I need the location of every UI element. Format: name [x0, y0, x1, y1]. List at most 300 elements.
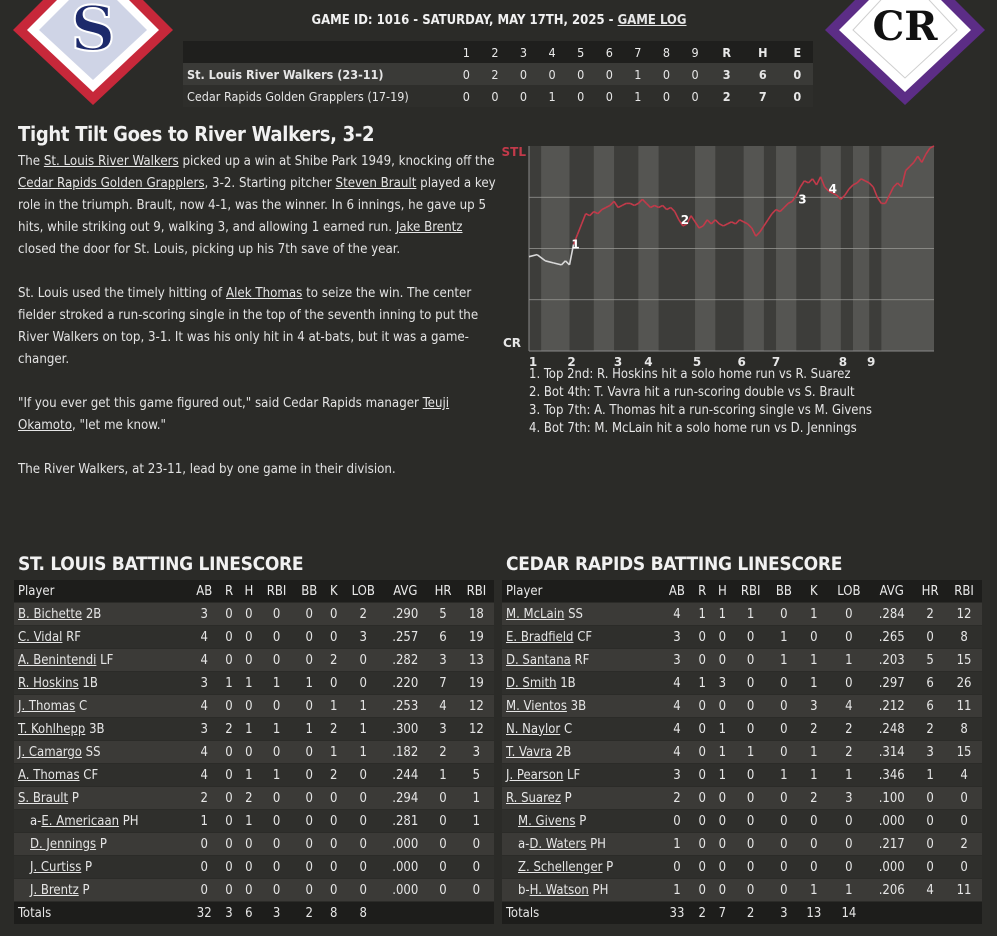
batting-stat: 0 [294, 695, 324, 718]
player-position: 3B [89, 721, 105, 737]
batting-stat: 0 [239, 626, 259, 649]
batting-stat: 4 [662, 741, 693, 764]
batting-stat: 1 [427, 764, 458, 787]
batting-stat: .282 [383, 649, 427, 672]
batting-total: 8 [343, 902, 383, 925]
batting-stat: 1 [799, 879, 828, 902]
chart-x-tick: 9 [867, 355, 876, 368]
player-position: CF [83, 767, 99, 783]
batting-stat: 0 [259, 787, 294, 810]
batting-stat: .212 [869, 695, 914, 718]
batting-total: 8 [324, 902, 343, 925]
chart-x-tick: 2 [567, 355, 576, 368]
batting-stat: 0 [692, 856, 712, 879]
batting-stat: 3 [189, 672, 219, 695]
batting-stat: 0 [239, 695, 259, 718]
batting-stat: 0 [828, 810, 869, 833]
batting-row [502, 787, 982, 810]
player-link[interactable]: Cedar Rapids Golden Grapplers [18, 176, 205, 191]
away-batting-title: CEDAR RAPIDS BATTING LINESCORE [506, 553, 843, 575]
player-link[interactable]: D. Smith [506, 675, 557, 691]
player-link[interactable]: M. Vientos [506, 698, 567, 714]
batting-stat: 1 [799, 649, 828, 672]
batting-row [502, 718, 982, 741]
line-score-cell: 0 [652, 63, 681, 85]
batting-stat: 0 [712, 649, 733, 672]
line-score-team-header [183, 41, 452, 63]
batting-stat: 0 [189, 856, 219, 879]
batting-stat: 4 [914, 879, 946, 902]
batting-stat: 12 [459, 695, 494, 718]
batting-player-cell [502, 649, 662, 672]
batting-stat: 1 [799, 764, 828, 787]
line-score-cell: 0 [481, 85, 510, 107]
batting-stat: 8 [946, 718, 982, 741]
batting-row [14, 649, 494, 672]
batting-stat: .346 [869, 764, 914, 787]
batting-stat: 0 [712, 856, 733, 879]
line-score-cell: 1 [624, 63, 653, 85]
batting-stat: 0 [259, 741, 294, 764]
batting-stat: 0 [769, 787, 800, 810]
batting-col-header: HR [427, 580, 458, 603]
batting-stat: .244 [383, 764, 427, 787]
batting-stat: 4 [662, 718, 693, 741]
chart-x-tick: 6 [737, 355, 746, 368]
batting-stat: 1 [662, 879, 693, 902]
batting-stat: 0 [712, 879, 733, 902]
batting-stat: 0 [219, 695, 238, 718]
batting-stat: 3 [189, 718, 219, 741]
player-position: RF [574, 652, 590, 668]
batting-stat: 0 [692, 718, 712, 741]
batting-row [502, 672, 982, 695]
batting-player-cell [14, 810, 189, 833]
batting-stat: 0 [769, 810, 800, 833]
player-link[interactable]: S. Brault [18, 790, 69, 806]
line-score-cell: 3 [709, 63, 744, 85]
batting-player-cell [502, 856, 662, 879]
batting-stat: 0 [692, 626, 712, 649]
batting-stat: 0 [219, 810, 238, 833]
player-link[interactable]: T. Vavra [506, 744, 553, 760]
line-score-col-1: 1 [452, 41, 481, 63]
batting-stat: 0 [427, 879, 458, 902]
batting-player-cell [14, 649, 189, 672]
batting-stat: 5 [459, 764, 494, 787]
batting-total: 2 [692, 902, 712, 925]
player-link[interactable]: Teuji Okamoto [18, 396, 450, 433]
player-link[interactable]: J. Thomas [18, 698, 76, 714]
batting-header-row [14, 580, 494, 603]
batting-col-header: RBI [946, 580, 982, 603]
batting-row [502, 833, 982, 856]
game-log-link[interactable]: GAME LOG [617, 13, 687, 28]
batting-row [502, 695, 982, 718]
line-score-col-6: 6 [595, 41, 624, 63]
batting-stat: 0 [914, 856, 946, 879]
player-position: 2B [85, 606, 102, 622]
batting-stat: .220 [383, 672, 427, 695]
batting-stat: 2 [324, 718, 343, 741]
batting-stat: 0 [733, 879, 769, 902]
player-link[interactable]: A. Benintendi [18, 652, 97, 668]
story-text: to seize the win. The center fielder stroked a run-scoring single in the top of the seventh inning to put the River Walkers on top, 3-1. It was his only hit in 4 at-bats, but it was a game-changer. [18, 286, 479, 367]
story-text: picked up a win at Shibe Park 1949, knocking off the [178, 154, 495, 169]
batting-stat: .182 [383, 741, 427, 764]
batting-stat: 0 [712, 695, 733, 718]
batting-stat: 0 [239, 879, 259, 902]
batting-stat: 0 [294, 879, 324, 902]
player-link[interactable]: T. Kohlhepp [18, 721, 86, 737]
batting-col-header: RBI [259, 580, 294, 603]
player-position: P [99, 836, 107, 852]
player-link[interactable]: D. Santana [506, 652, 571, 668]
batting-stat: 1 [799, 672, 828, 695]
batting-stat: 8 [946, 626, 982, 649]
line-score-col-5: 5 [566, 41, 595, 63]
batting-stat: 0 [769, 833, 800, 856]
batting-stat: .257 [383, 626, 427, 649]
batting-stat: 0 [324, 833, 343, 856]
player-position: P [82, 882, 90, 898]
batting-stat: 0 [219, 833, 238, 856]
batting-stat: .000 [383, 879, 427, 902]
batting-totals-row [502, 902, 982, 925]
chart-x-tick: 8 [838, 355, 848, 368]
batting-stat: .000 [869, 856, 914, 879]
line-score-cell: 0 [566, 85, 595, 107]
player-position: PH [122, 813, 139, 829]
batting-stat: 0 [733, 856, 769, 879]
batting-row [14, 718, 494, 741]
batting-stat: .203 [869, 649, 914, 672]
batting-stat: 1 [712, 718, 733, 741]
game-id-date: GAME ID: 1016 - SATURDAY, MAY 17TH, 2025 - [311, 13, 618, 28]
player-link[interactable]: Alek Thomas [225, 286, 303, 301]
batting-stat: 2 [946, 833, 982, 856]
batting-stat: 0 [239, 603, 259, 626]
batting-stat: 0 [459, 833, 494, 856]
batting-stat: .284 [869, 603, 914, 626]
batting-stat: .000 [383, 833, 427, 856]
batting-stat: 1 [239, 718, 259, 741]
batting-stat: 0 [343, 649, 383, 672]
line-score-col-8: 8 [652, 41, 681, 63]
batting-stat: 0 [459, 856, 494, 879]
line-score-cell: 0 [595, 85, 624, 107]
batting-stat: 0 [219, 787, 238, 810]
batting-stat: 0 [712, 626, 733, 649]
chart-x-tick: 1 [528, 355, 538, 368]
batting-stat: 0 [733, 672, 769, 695]
player-link[interactable]: J. Pearson [506, 767, 564, 783]
story-paragraph-3 [18, 393, 496, 437]
batting-player-cell [14, 856, 189, 879]
player-link[interactable]: B. Bichette [18, 606, 83, 622]
batting-row [502, 603, 982, 626]
batting-totals-row [14, 902, 494, 925]
line-score-team: Cedar Rapids Golden Grapplers (17-19) [183, 85, 452, 107]
player-link[interactable]: A. Thomas [18, 767, 80, 783]
batting-total: 13 [799, 902, 828, 925]
player-position: P [579, 813, 587, 829]
player-link[interactable]: Jake Brentz [395, 220, 463, 235]
batting-stat: .281 [383, 810, 427, 833]
batting-stat: 0 [712, 810, 733, 833]
chart-x-tick: 4 [644, 355, 653, 368]
batting-stat: 2 [828, 741, 869, 764]
line-score-cell: 0 [595, 63, 624, 85]
batting-total [946, 902, 982, 925]
batting-stat: 0 [343, 856, 383, 879]
line-score-col-3: 3 [509, 41, 538, 63]
player-position: 3B [570, 698, 587, 714]
batting-stat: 3 [662, 626, 693, 649]
batting-stat: 0 [219, 626, 238, 649]
batting-stat: 0 [799, 626, 828, 649]
batting-row [502, 764, 982, 787]
batting-stat: 4 [662, 672, 693, 695]
chart-top-label: STL [501, 145, 526, 159]
batting-stat: .000 [383, 856, 427, 879]
player-position: P [71, 790, 79, 806]
batting-stat: 0 [294, 833, 324, 856]
batting-stat: 1 [294, 718, 324, 741]
story-text: "If you ever get this game figured out," said Cedar Rapids manager [18, 396, 423, 411]
player-link[interactable]: R. Hoskins [18, 675, 79, 691]
batting-stat: 0 [343, 810, 383, 833]
batting-stat: .000 [869, 810, 914, 833]
batting-stat: 0 [799, 833, 828, 856]
batting-stat: 2 [239, 787, 259, 810]
batting-stat: 0 [712, 833, 733, 856]
batting-stat: 0 [239, 649, 259, 672]
win-probability-chart [500, 140, 940, 368]
batting-stat: 1 [692, 603, 712, 626]
batting-stat: 0 [662, 856, 693, 879]
batting-stat: 1 [343, 695, 383, 718]
batting-stat: 0 [343, 787, 383, 810]
batting-stat: 0 [294, 626, 324, 649]
batting-stat: 0 [799, 810, 828, 833]
totals-label: Totals [14, 902, 189, 925]
batting-stat: 1 [662, 833, 693, 856]
batting-stat: 0 [733, 695, 769, 718]
batting-stat: 0 [712, 787, 733, 810]
batting-stat: 4 [189, 649, 219, 672]
home-batting-title: ST. LOUIS BATTING LINESCORE [18, 553, 304, 575]
batting-stat: 0 [692, 649, 712, 672]
line-score-cell: 0 [538, 63, 567, 85]
batting-stat: 0 [692, 764, 712, 787]
player-link[interactable]: R. Suarez [506, 790, 561, 806]
batting-stat: 4 [946, 764, 982, 787]
chart-note: 4. Bot 7th: M. McLain hit a solo home run vs D. Jennings [529, 421, 857, 436]
batting-player-cell [502, 672, 662, 695]
batting-stat: 0 [692, 787, 712, 810]
batting-stat: 0 [259, 649, 294, 672]
batting-stat: 0 [427, 787, 458, 810]
batting-col-header: K [324, 580, 343, 603]
chart-x-tick: 5 [692, 355, 702, 368]
batting-stat: 0 [259, 833, 294, 856]
away-batting-table [502, 580, 982, 924]
line-score-team: St. Louis River Walkers (23-11) [183, 63, 452, 85]
player-link[interactable]: N. Naylor [506, 721, 561, 737]
batting-stat: 1 [343, 718, 383, 741]
batting-stat: 5 [427, 603, 458, 626]
player-link[interactable]: J. Brentz [30, 882, 79, 898]
line-score-cell: 6 [744, 63, 782, 85]
batting-player-cell [14, 879, 189, 902]
player-link[interactable]: Steven Brault [335, 176, 417, 191]
batting-stat: 3 [459, 741, 494, 764]
batting-stat: 0 [914, 810, 946, 833]
player-link[interactable]: D. Jennings [30, 836, 97, 852]
batting-stat: 1 [219, 672, 238, 695]
chart-notes [529, 366, 872, 438]
batting-row [14, 764, 494, 787]
batting-stat: 15 [946, 649, 982, 672]
batting-player-cell [14, 695, 189, 718]
player-link[interactable]: Z. Schellenger [518, 859, 603, 875]
batting-stat: 0 [294, 603, 324, 626]
batting-header-row [502, 580, 982, 603]
batting-stat: 0 [294, 764, 324, 787]
player-link[interactable]: C. Vidal [18, 629, 63, 645]
batting-stat: 0 [324, 626, 343, 649]
batting-stat: 0 [324, 672, 343, 695]
batting-stat: 0 [239, 741, 259, 764]
line-score-header [183, 41, 813, 63]
batting-stat: .300 [383, 718, 427, 741]
sub-prefix: a- [518, 836, 530, 852]
batting-stat: 0 [239, 833, 259, 856]
batting-total: 33 [662, 902, 693, 925]
batting-player-cell [502, 741, 662, 764]
batting-stat: 3 [662, 649, 693, 672]
batting-player-cell [502, 718, 662, 741]
batting-stat: 0 [219, 879, 238, 902]
batting-col-header: R [219, 580, 238, 603]
chart-note: 2. Bot 4th: T. Vavra hit a run-scoring double vs S. Brault [529, 385, 855, 400]
story-paragraph-4 [18, 459, 496, 481]
batting-col-header: BB [294, 580, 324, 603]
batting-stat: 3 [799, 695, 828, 718]
line-score-cell: 2 [481, 63, 510, 85]
batting-player-cell [14, 672, 189, 695]
batting-stat: 0 [733, 649, 769, 672]
line-score-col-e: E [782, 41, 813, 63]
batting-stat: .294 [383, 787, 427, 810]
line-score-cell: 0 [509, 85, 538, 107]
player-link[interactable]: St. Louis River Walkers [43, 154, 179, 169]
away-team-logo [825, 0, 985, 105]
player-position: 1B [82, 675, 98, 691]
player-link[interactable]: M. Givens [518, 813, 576, 829]
player-link[interactable]: E. Bradfield [506, 629, 574, 645]
line-score-col-4: 4 [538, 41, 567, 63]
batting-total: 6 [239, 902, 259, 925]
player-link[interactable]: M. McLain [506, 606, 565, 622]
batting-stat: 0 [189, 879, 219, 902]
batting-total: 3 [259, 902, 294, 925]
batting-stat: 0 [343, 764, 383, 787]
sub-prefix: a- [30, 813, 42, 829]
batting-stat: 1 [828, 879, 869, 902]
batting-stat: 1 [259, 718, 294, 741]
player-position: RF [66, 629, 81, 645]
batting-stat: 0 [427, 810, 458, 833]
batting-stat: 0 [324, 879, 343, 902]
home-team-logo [13, 0, 173, 105]
away-logo-letters: CR [872, 3, 938, 50]
batting-stat: 0 [914, 833, 946, 856]
batting-stat: 0 [662, 810, 693, 833]
batting-total [427, 902, 458, 925]
batting-stat: 1 [733, 741, 769, 764]
batting-stat: 7 [427, 672, 458, 695]
batting-col-header: R [692, 580, 712, 603]
batting-row [502, 626, 982, 649]
batting-stat: 0 [828, 672, 869, 695]
batting-total [914, 902, 946, 925]
batting-stat: 6 [914, 672, 946, 695]
batting-stat: 0 [459, 879, 494, 902]
batting-stat: 1 [828, 649, 869, 672]
batting-row [14, 741, 494, 764]
batting-stat: 0 [219, 764, 238, 787]
batting-stat: 0 [324, 787, 343, 810]
batting-stat: 1 [733, 603, 769, 626]
story-paragraph-2 [18, 283, 496, 371]
batting-stat: 0 [259, 695, 294, 718]
batting-stat: 2 [828, 718, 869, 741]
batting-col-header: AVG [383, 580, 427, 603]
chart-x-tick: 7 [771, 355, 781, 368]
story-text: , 3-2. Starting pitcher [204, 176, 336, 191]
player-link[interactable]: D. Waters [529, 836, 587, 852]
batting-stat: 0 [294, 741, 324, 764]
player-link[interactable]: J. Curtiss [30, 859, 82, 875]
player-position: 2B [555, 744, 572, 760]
player-position: CF [577, 629, 593, 645]
player-position: C [563, 721, 573, 737]
batting-col-header: LOB [828, 580, 869, 603]
batting-stat: 0 [828, 856, 869, 879]
batting-stat: 1 [799, 741, 828, 764]
batting-row [14, 787, 494, 810]
chart-annotation: 3 [798, 192, 807, 207]
batting-col-header: RBI [459, 580, 494, 603]
player-link[interactable]: J. Camargo [18, 744, 82, 760]
batting-player-cell [502, 764, 662, 787]
batting-stat: 6 [427, 626, 458, 649]
batting-stat: 2 [914, 603, 946, 626]
player-link[interactable]: E. Americaan [41, 813, 120, 829]
player-position: PH [590, 836, 606, 852]
player-link[interactable]: H. Watson [529, 882, 589, 898]
batting-stat: 3 [914, 741, 946, 764]
batting-player-cell [14, 764, 189, 787]
batting-stat: 0 [692, 695, 712, 718]
batting-stat: 3 [189, 603, 219, 626]
batting-stat: 2 [324, 764, 343, 787]
batting-stat: 0 [343, 672, 383, 695]
batting-stat: 3 [343, 626, 383, 649]
batting-stat: 3 [662, 764, 693, 787]
